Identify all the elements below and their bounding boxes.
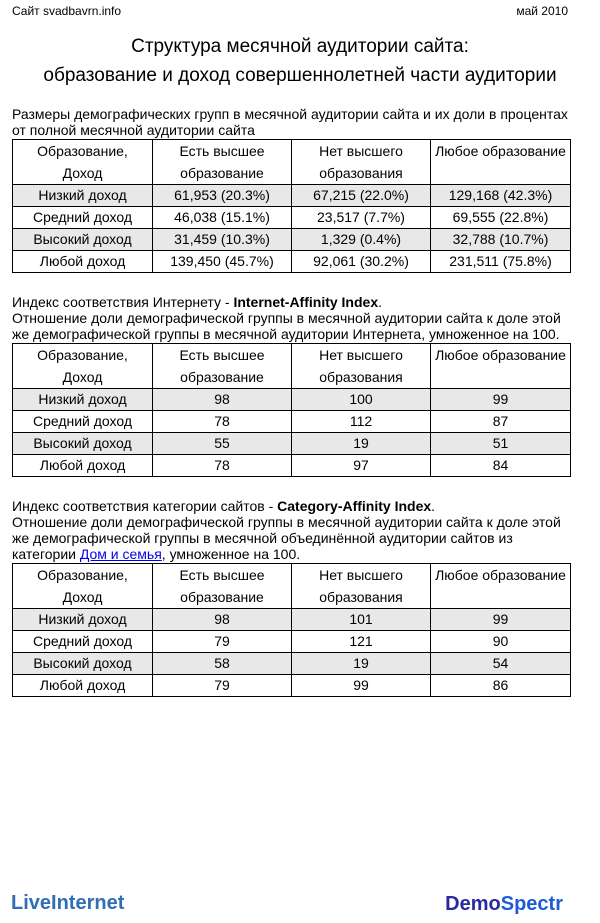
- section3-description: Отношение доли демографической группы в месячной аудитории сайта к доле этой же демографической группы в месячной объединённой аудитории сайтов из категории Дом и семья, умноженное на 100.: [12, 514, 561, 562]
- table-row: Высокий доход 31,459 (10.3%) 1,329 (0.4%) 32,788 (10.7%): [13, 229, 571, 251]
- table-row: Низкий доход 98 101 99: [13, 609, 571, 631]
- section2-description: Отношение доли демографической группы в месячной аудитории сайта к доле этой же демографической группы в месячной аудитории Интернета, умноженное на 100.: [12, 310, 561, 342]
- internet-affinity-table: [12, 343, 571, 477]
- header-no-higher-edu: Нет высшего образования: [292, 140, 431, 185]
- table-row: Любой доход 139,450 (45.7%) 92,061 (30.2%) 231,511 (75.8%): [13, 251, 571, 273]
- title-line-1: Структура месячной аудитории сайта:: [131, 36, 469, 57]
- header-education-income: Образование, Доход: [13, 344, 153, 389]
- report-date: май 2010: [516, 4, 568, 18]
- section3-caption: Индекс соответствия категории сайтов - Category-Affinity Index.: [12, 498, 436, 514]
- table-row: Низкий доход 61,953 (20.3%) 67,215 (22.0%) 129,168 (42.3%): [13, 185, 571, 207]
- page-title: [0, 32, 600, 90]
- table-row: Средний доход 46,038 (15.1%) 23,517 (7.7%) 69,555 (22.8%): [13, 207, 571, 229]
- category-affinity-table: [12, 563, 571, 697]
- title-line-2: образование и доход совершеннолетней части аудитории: [43, 65, 557, 86]
- table-row: Высокий доход 55 19 51: [13, 433, 571, 455]
- table-row: Любой доход 78 97 84: [13, 455, 571, 477]
- table-row: Низкий доход 98 100 99: [13, 389, 571, 411]
- header-any-edu: Любое образование: [431, 564, 571, 609]
- section-internet-affinity: [12, 294, 572, 477]
- table-header-row: [13, 344, 571, 389]
- table-row: Любой доход 79 99 86: [13, 675, 571, 697]
- section-audience-size: [12, 106, 572, 273]
- section2-caption: Индекс соответствия Интернету - Internet-Affinity Index.: [12, 294, 382, 310]
- header-higher-edu: Есть высшее образование: [153, 564, 292, 609]
- liveinternet-logo: LiveInternet: [11, 892, 125, 914]
- table-row: Средний доход 78 112 87: [13, 411, 571, 433]
- header-higher-edu: Есть высшее образование: [153, 344, 292, 389]
- header-any-edu: Любое образование: [431, 344, 571, 389]
- section-category-affinity: [12, 498, 572, 697]
- header-education-income: Образование, Доход: [13, 564, 153, 609]
- table-header-row: [13, 140, 571, 185]
- category-link[interactable]: Дом и семья: [79, 546, 162, 562]
- demospectr-logo: DemoSpectr: [445, 893, 563, 915]
- section1-caption: Размеры демографических групп в месячной аудитории сайта и их доли в процентах от полной месячной аудитории сайта: [12, 106, 568, 138]
- header-higher-edu: Есть высшее образование: [153, 140, 292, 185]
- table-header-row: [13, 564, 571, 609]
- header-any-edu: Любое образование: [431, 140, 571, 185]
- header-no-higher-edu: Нет высшего образования: [292, 564, 431, 609]
- table-row: Высокий доход 58 19 54: [13, 653, 571, 675]
- header-education-income: Образование, Доход: [13, 140, 153, 185]
- audience-size-table: [12, 139, 571, 273]
- site-name: Сайт svadbavrn.info: [12, 4, 122, 18]
- table-row: Средний доход 79 121 90: [13, 631, 571, 653]
- header-no-higher-edu: Нет высшего образования: [292, 344, 431, 389]
